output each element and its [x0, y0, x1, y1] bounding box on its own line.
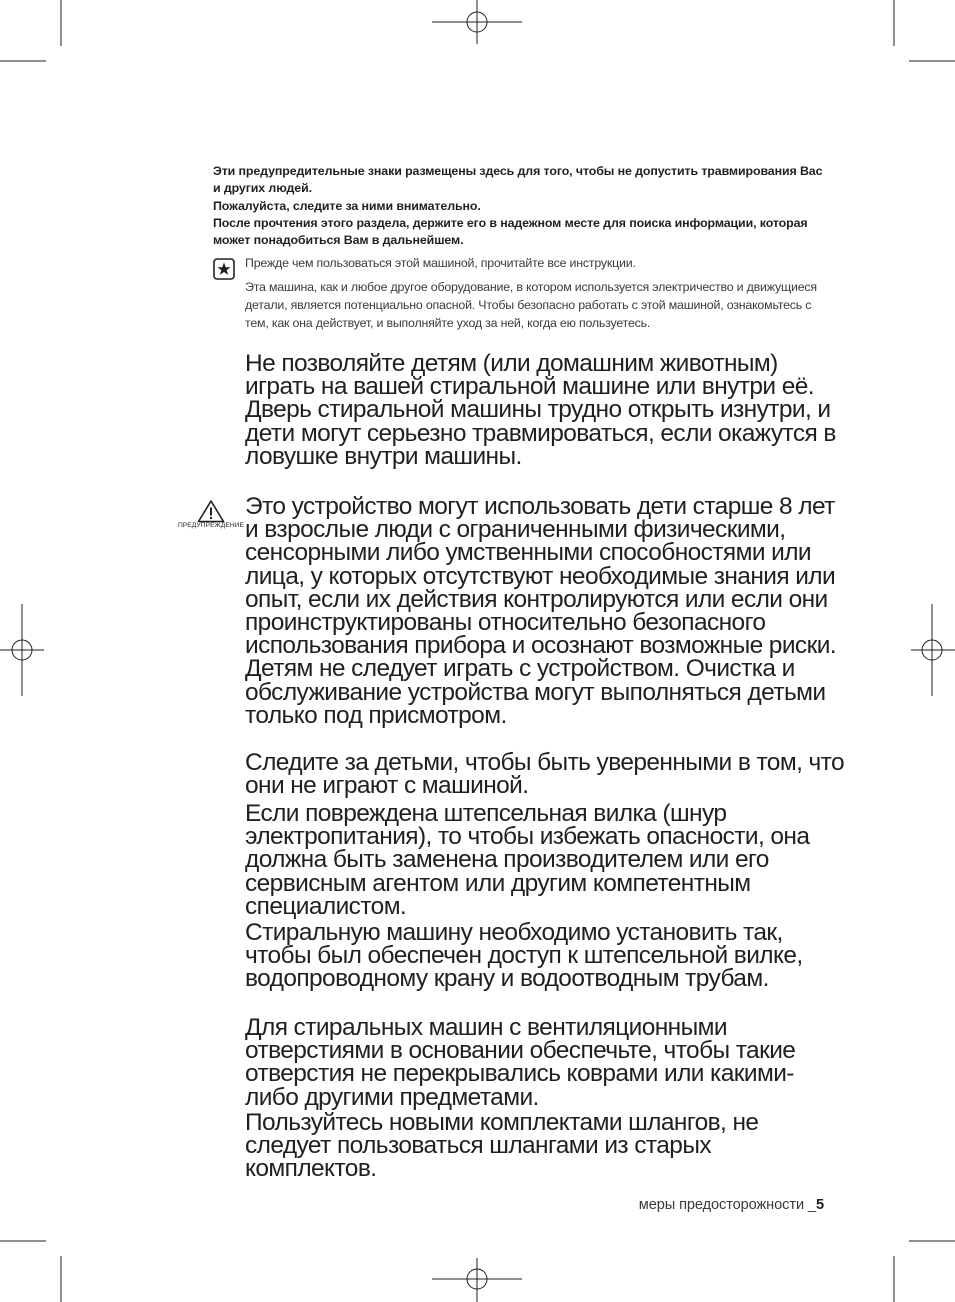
page-footer — [639, 1197, 824, 1213]
note-danger-description: Эта машина, как и любое другое оборудование, в котором используется электричество и движущиеся детали, является потенциально опасной. Чтобы безопасно работать с этой машиной, ознакомьтесь с тем, как она действует, и выполняйте уход за ней, когда ею пользуетесь. — [245, 280, 817, 330]
warning-paragraph: Для стиральных машин с вентиляционными отверстиями в основании обеспечьте, чтобы такие отверстия не перекрывались коврами или какими-либо другими предметами. — [245, 1014, 796, 1111]
intro-line: Пожалуйста, следите за ними внимательно. — [213, 198, 481, 213]
intro-text — [213, 163, 833, 249]
warning-paragraph: Если повреждена штепсельная вилка (шнур электропитания), то чтобы избежать опасности, она должна быть заменена производителем или его сервисным агентом или другим компетентным специалистом. — [245, 800, 810, 920]
page-number: 5 — [815, 1197, 824, 1213]
warning-paragraph: Пользуйтесь новыми комплектами шлангов, не следует пользоваться шлангами из старых комплектов. — [245, 1109, 759, 1183]
star-note-icon — [213, 258, 235, 280]
warning-triangle-icon — [197, 499, 225, 523]
warning-paragraph: Это устройство могут использовать дети старше 8 лет и взрослые люди с ограниченными физическими, сенсорными либо умственными способностями или лица, у которых отсутствуют необходимые знания или опыт, если их действия контролируются или если они проинструктированы относительно безопасного использования прибора и осознают возможные риски. Детям не следует играть с устройством. Очистка и обслуживание устройства могут выполняться детьми только под присмотром. — [245, 493, 836, 729]
note-instructions: Прежде чем пользоваться этой машиной, прочитайте все инструкции. — [245, 256, 636, 270]
intro-line: После прочтения этого раздела, держите его в надежном месте для поиска информации, которая может понадобиться Вам в дальнейшем. — [213, 215, 808, 248]
intro-line: Эти предупредительные знаки размещены здесь для того, чтобы не допустить травмирования Вас и других людей. — [213, 164, 823, 196]
warning-paragraph: Стиральную машину необходимо установить так, чтобы был обеспечен доступ к штепсельной вилке, водопроводному крану и водоотводным трубам. — [245, 919, 803, 993]
warning-paragraph: Не позволяйте детям (или домашним животным) играть на вашей стиральной машине или внутри её. Дверь стиральной машины трудно открыть изнутри, и дети могут серьезно травмироваться, если окажутся в ловушке внутри машины. — [245, 350, 836, 470]
footer-section-title: меры предосторожности _ — [638, 1197, 816, 1213]
warning-paragraph: Следите за детьми, чтобы быть уверенными в том, что они не играют с машиной. — [245, 749, 845, 800]
warning-label: ПРЕДУПРЕЖДЕНИЕ — [177, 522, 245, 529]
